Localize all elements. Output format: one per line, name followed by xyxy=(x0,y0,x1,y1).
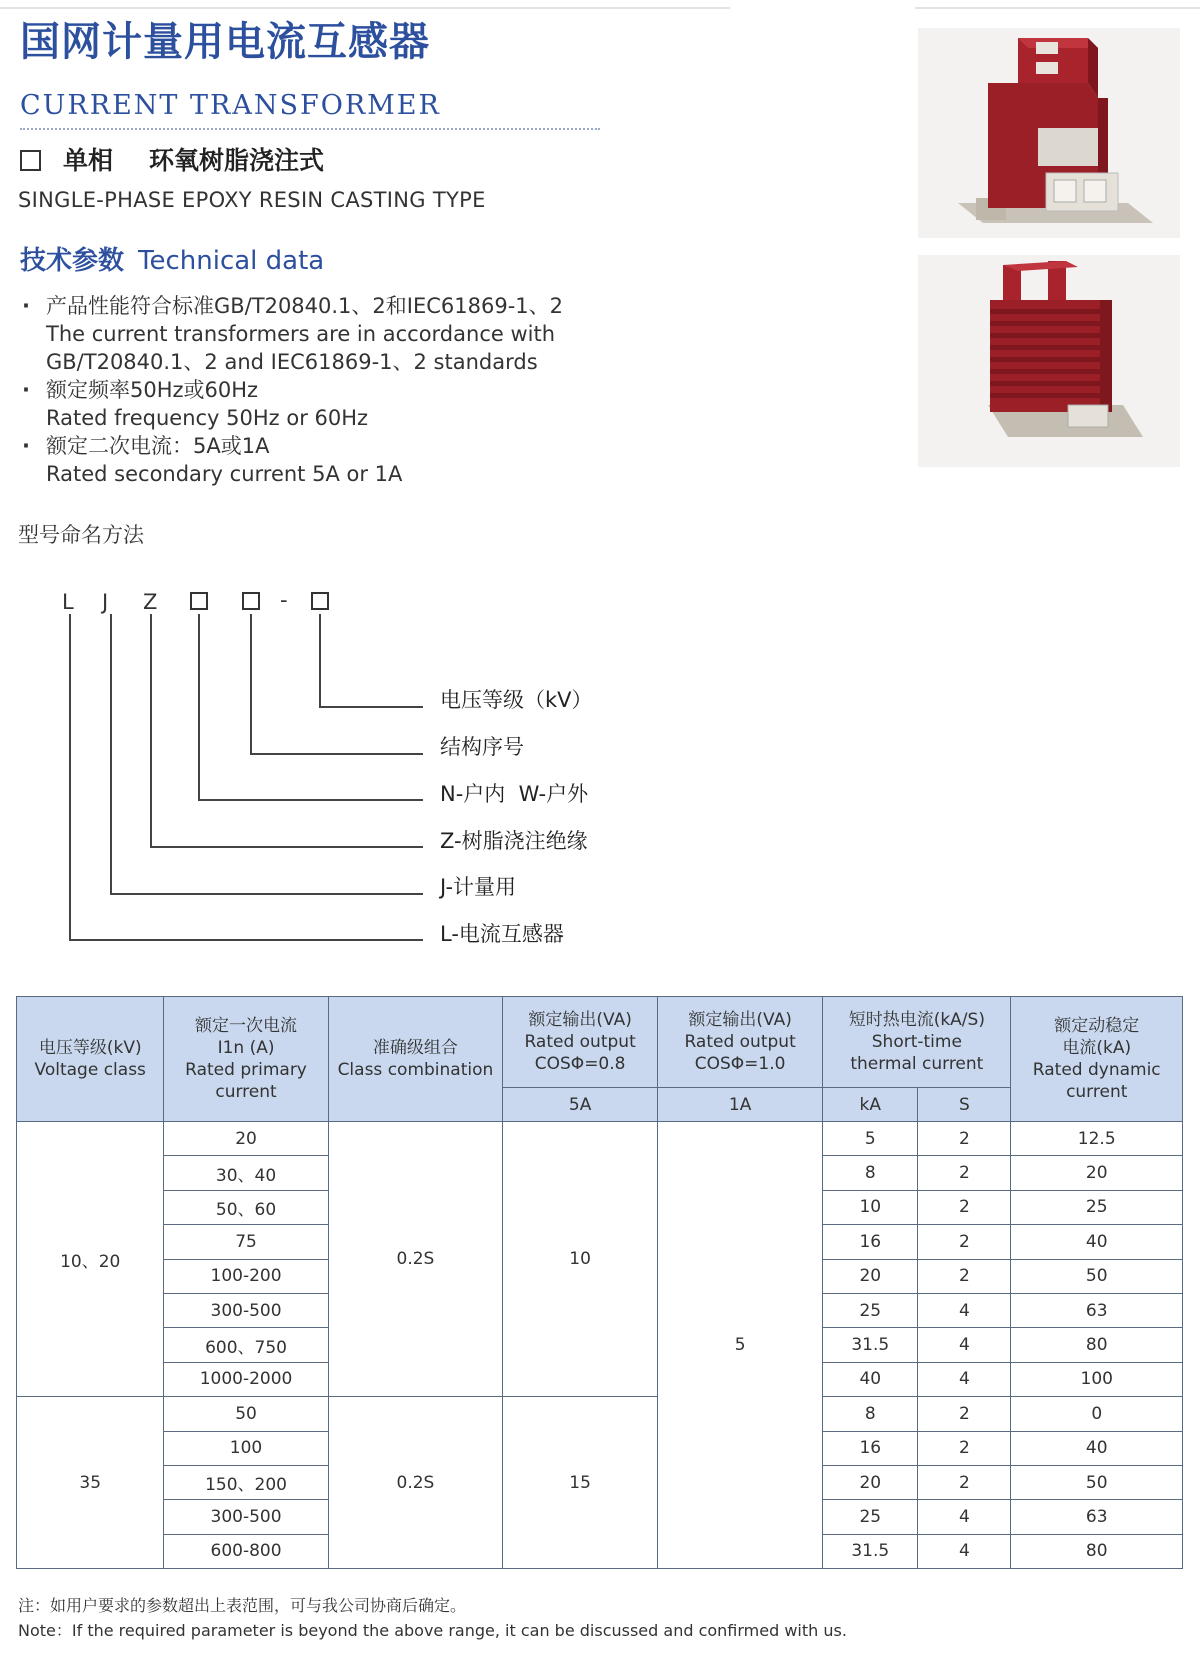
technical-bullets xyxy=(22,292,563,488)
header-text: I1n (A) xyxy=(217,1038,275,1058)
cell-primary: 600、750 xyxy=(164,1328,328,1362)
technical-heading xyxy=(20,248,324,274)
cell-output-10: 5 xyxy=(658,1122,823,1569)
cell-ka: 16 xyxy=(823,1431,918,1465)
bullet-text-en: The current transformers are in accordance with xyxy=(46,322,556,346)
header-text: thermal current xyxy=(850,1054,984,1074)
technical-heading-zh: 技术参数 xyxy=(20,246,125,276)
table-row xyxy=(17,1397,1183,1431)
bullet-item: · 额定二次电流：5A或1A Rated secondary current 5A or 1A xyxy=(22,434,403,486)
cell-s: 4 xyxy=(918,1534,1011,1568)
cell-s: 2 xyxy=(918,1190,1011,1224)
type-phase-zh: 单相 xyxy=(63,146,114,175)
cell-s: 4 xyxy=(918,1328,1011,1362)
cell-dynamic: 12.5 xyxy=(1011,1122,1183,1156)
top-rule-right xyxy=(915,7,1200,9)
header-text: Short-time xyxy=(871,1032,962,1052)
table-row xyxy=(17,1122,1183,1156)
header-primary xyxy=(164,997,328,1122)
cell-ka: 31.5 xyxy=(823,1328,918,1362)
bullet-item: · 产品性能符合标准GB/T20840.1、2和IEC61869-1、2 The current transformers are in accordance with GB/T20840.1、2 and IEC61869-1、2 standards xyxy=(22,294,564,374)
header-text: Class combination xyxy=(337,1060,494,1080)
bullet-text-en: GB/T20840.1、2 and IEC61869-1、2 standards xyxy=(46,350,538,374)
header-text: Voltage class xyxy=(34,1060,146,1080)
spec-table xyxy=(16,996,1183,1569)
header-text: 额定动稳定 xyxy=(1054,1016,1140,1036)
cell-dynamic: 63 xyxy=(1011,1500,1183,1534)
naming-label-metering: J-计量用 xyxy=(440,875,517,899)
code-letter-z: Z xyxy=(143,590,158,614)
header-sub-5a: 5A xyxy=(503,1088,658,1122)
cell-ka: 8 xyxy=(823,1397,918,1431)
cell-s: 4 xyxy=(918,1362,1011,1396)
header-text: 短时热电流(kA/S) xyxy=(848,1010,985,1030)
cell-s: 4 xyxy=(918,1293,1011,1327)
bullet-text-zh: 额定频率50Hz或60Hz xyxy=(46,378,259,402)
code-box-install xyxy=(190,592,208,610)
header-dynamic xyxy=(1011,997,1183,1122)
code-dash: - xyxy=(280,588,288,612)
header-text: 电压等级(kV) xyxy=(38,1038,142,1058)
connector-line xyxy=(69,614,71,940)
cell-output-08: 15 xyxy=(503,1397,658,1569)
header-text: COSΦ=0.8 xyxy=(534,1054,626,1074)
bullet-text-en: Rated secondary current 5A or 1A xyxy=(46,462,403,486)
connector-line xyxy=(250,614,252,754)
cell-dynamic: 50 xyxy=(1011,1465,1183,1499)
cell-dynamic: 50 xyxy=(1011,1259,1183,1293)
product-photo-1 xyxy=(918,28,1180,238)
cell-s: 2 xyxy=(918,1122,1011,1156)
cell-voltage: 35 xyxy=(17,1397,164,1569)
page-title-en: CURRENT TRANSFORMER xyxy=(20,90,441,121)
cell-accuracy: 0.2S xyxy=(328,1397,503,1569)
connector-line xyxy=(110,614,112,894)
technical-heading-en: Technical data xyxy=(138,246,325,276)
code-box-structure xyxy=(242,592,260,610)
cell-dynamic: 100 xyxy=(1011,1362,1183,1396)
cell-ka: 5 xyxy=(823,1122,918,1156)
cell-s: 2 xyxy=(918,1156,1011,1190)
header-output-10 xyxy=(658,997,823,1088)
cell-primary: 300-500 xyxy=(164,1500,328,1534)
header-text: Rated primary xyxy=(185,1060,307,1080)
cell-s: 4 xyxy=(918,1500,1011,1534)
cell-dynamic: 40 xyxy=(1011,1431,1183,1465)
naming-label-voltage: 电压等级（kV） xyxy=(440,688,593,712)
header-thermal xyxy=(823,997,1011,1088)
cell-primary: 150、200 xyxy=(164,1465,328,1499)
cell-primary: 1000-2000 xyxy=(164,1362,328,1396)
type-line-en: SINGLE-PHASE EPOXY RESIN CASTING TYPE xyxy=(18,188,486,212)
top-rule-left xyxy=(0,7,730,9)
cell-s: 2 xyxy=(918,1465,1011,1499)
code-letter-j: J xyxy=(102,590,109,614)
header-text: Rated output xyxy=(684,1032,796,1052)
header-sub-s: S xyxy=(918,1088,1011,1122)
header-text: 准确级组合 xyxy=(372,1038,458,1058)
cell-ka: 10 xyxy=(823,1190,918,1224)
cell-ka: 25 xyxy=(823,1500,918,1534)
cell-output-08: 10 xyxy=(503,1122,658,1397)
connector-line xyxy=(319,614,321,707)
cell-primary: 75 xyxy=(164,1225,328,1259)
naming-label-install: N-户内 W-户外 xyxy=(440,782,589,806)
bullet-item: · 额定频率50Hz或60Hz Rated frequency 50Hz or 60Hz xyxy=(22,378,369,430)
cell-dynamic: 80 xyxy=(1011,1534,1183,1568)
cell-s: 2 xyxy=(918,1259,1011,1293)
cell-voltage: 10、20 xyxy=(17,1122,164,1397)
header-text: COSΦ=1.0 xyxy=(694,1054,786,1074)
cell-ka: 40 xyxy=(823,1362,918,1396)
cell-s: 2 xyxy=(918,1431,1011,1465)
header-text: Rated dynamic xyxy=(1032,1060,1161,1080)
bullet-text-zh: 额定二次电流：5A或1A xyxy=(46,434,270,458)
header-text: 额定输出(VA) xyxy=(688,1010,792,1030)
connector-line xyxy=(319,706,423,708)
header-text: 电流(kA) xyxy=(1062,1038,1132,1058)
header-text: current xyxy=(215,1082,277,1102)
header-text: 额定输出(VA) xyxy=(528,1010,632,1030)
square-bullet-icon xyxy=(20,150,41,171)
code-box-voltage xyxy=(311,592,329,610)
cell-dynamic: 80 xyxy=(1011,1328,1183,1362)
page-title-zh: 国网计量用电流互感器 xyxy=(20,19,430,65)
product-image-2 xyxy=(918,255,1180,467)
cell-primary: 50 xyxy=(164,1397,328,1431)
dotted-divider xyxy=(20,128,600,130)
header-output-08 xyxy=(503,997,658,1088)
cell-ka: 25 xyxy=(823,1293,918,1327)
cell-primary: 100 xyxy=(164,1431,328,1465)
header-sub-ka: kA xyxy=(823,1088,918,1122)
naming-heading: 型号命名方法 xyxy=(18,523,144,547)
header-accuracy xyxy=(328,997,503,1122)
connector-line xyxy=(250,753,423,755)
cell-dynamic: 25 xyxy=(1011,1190,1183,1224)
header-voltage xyxy=(17,997,164,1122)
cell-primary: 30、40 xyxy=(164,1156,328,1190)
connector-line xyxy=(110,893,423,895)
cell-s: 2 xyxy=(918,1397,1011,1431)
connector-line xyxy=(150,846,423,848)
connector-line xyxy=(198,799,423,801)
bullet-text-en: Rated frequency 50Hz or 60Hz xyxy=(46,406,369,430)
code-letter-l: L xyxy=(62,590,74,614)
bullet-text-zh: 产品性能符合标准GB/T20840.1、2和IEC61869-1、2 xyxy=(46,294,564,318)
connector-line xyxy=(69,939,423,941)
footnote-zh: 注：如用户要求的参数超出上表范围，可与我公司协商后确定。 xyxy=(18,1596,467,1615)
type-casting-zh: 环氧树脂浇注式 xyxy=(149,146,325,175)
cell-ka: 31.5 xyxy=(823,1534,918,1568)
header-text: Rated output xyxy=(524,1032,636,1052)
cell-primary: 100-200 xyxy=(164,1259,328,1293)
header-text: current xyxy=(1066,1082,1128,1102)
cell-dynamic: 63 xyxy=(1011,1293,1183,1327)
cell-primary: 300-500 xyxy=(164,1293,328,1327)
type-line-zh xyxy=(20,148,324,173)
header-text: 额定一次电流 xyxy=(195,1016,298,1036)
cell-accuracy: 0.2S xyxy=(328,1122,503,1397)
cell-ka: 20 xyxy=(823,1259,918,1293)
cell-primary: 50、60 xyxy=(164,1190,328,1224)
cell-dynamic: 40 xyxy=(1011,1225,1183,1259)
naming-label-ct: L-电流互感器 xyxy=(440,922,564,946)
product-photo-2 xyxy=(918,255,1180,467)
cell-ka: 8 xyxy=(823,1156,918,1190)
footnote-en: Note：If the required parameter is beyond the above range, it can be discussed and confirmed with us. xyxy=(18,1621,847,1640)
cell-dynamic: 20 xyxy=(1011,1156,1183,1190)
cell-ka: 16 xyxy=(823,1225,918,1259)
cell-s: 2 xyxy=(918,1225,1011,1259)
naming-label-structure: 结构序号 xyxy=(440,735,524,759)
connector-line xyxy=(198,614,200,800)
connector-line xyxy=(150,614,152,847)
header-sub-1a: 1A xyxy=(658,1088,823,1122)
cell-primary: 600-800 xyxy=(164,1534,328,1568)
naming-label-insulation: Z-树脂浇注绝缘 xyxy=(440,829,588,853)
cell-dynamic: 0 xyxy=(1011,1397,1183,1431)
cell-primary: 20 xyxy=(164,1122,328,1156)
cell-ka: 20 xyxy=(823,1465,918,1499)
product-image-1 xyxy=(918,28,1180,238)
